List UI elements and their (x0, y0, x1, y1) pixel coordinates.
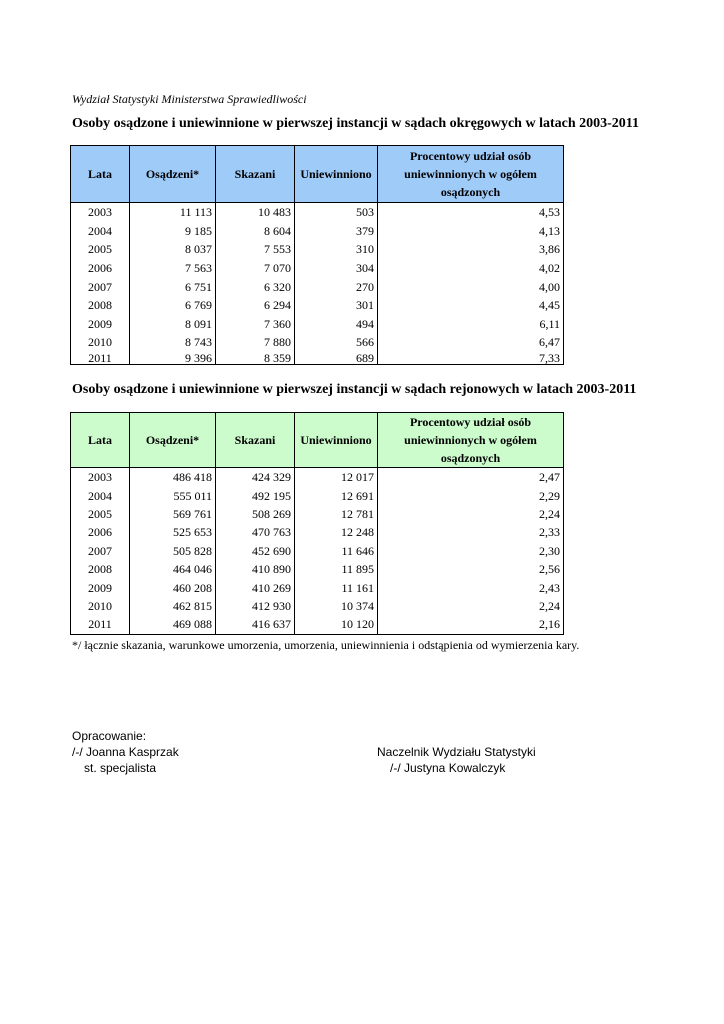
cell-skazani: 412 930 (216, 597, 295, 615)
cell-uniewinniono: 11 646 (295, 542, 378, 560)
table-row (71, 523, 564, 541)
cell-skazani: 410 269 (216, 578, 295, 596)
cell-year: 2011 (71, 352, 130, 365)
cell-osadzeni: 8 037 (130, 240, 216, 259)
col-header-udzial-line1: Procentowy udział osób (409, 415, 532, 429)
cell-year: 2003 (71, 468, 130, 487)
cell-udzial: 2,43 (378, 578, 564, 596)
cell-skazani: 410 890 (216, 560, 295, 578)
col-header-uniewinniono: Uniewinniono (295, 146, 378, 203)
col-header-udzial-line3: osądzonych (440, 451, 501, 465)
cell-skazani: 7 880 (216, 333, 295, 352)
footnote: */ łącznie skazania, warunkowe umorzenia, umorzenia, uniewinnienia i odstąpienia od wymierzenia kary. (72, 638, 580, 652)
table-row (71, 240, 564, 259)
cell-skazani: 6 320 (216, 277, 295, 296)
col-header-skazani: Skazani (216, 413, 295, 468)
cell-osadzeni: 555 011 (130, 486, 216, 504)
cell-skazani: 424 329 (216, 468, 295, 487)
cell-osadzeni: 9 396 (130, 352, 216, 365)
table-row (71, 468, 564, 487)
cell-osadzeni: 8 743 (130, 333, 216, 352)
cell-year: 2006 (71, 523, 130, 541)
cell-year: 2005 (71, 505, 130, 523)
cell-osadzeni: 6 751 (130, 277, 216, 296)
prepared-label: Opracowanie: (72, 729, 147, 743)
cell-skazani: 508 269 (216, 505, 295, 523)
col-header-osadzeni: Osądzeni* (130, 413, 216, 468)
cell-udzial: 4,13 (378, 222, 564, 241)
table-row (71, 296, 564, 315)
col-header-udzial (378, 146, 564, 203)
cell-uniewinniono: 503 (295, 203, 378, 222)
cell-udzial: 6,47 (378, 333, 564, 352)
cell-udzial: 4,45 (378, 296, 564, 315)
col-header-udzial-line2: uniewinnionych w ogółem (404, 433, 537, 447)
cell-osadzeni: 469 088 (130, 615, 216, 634)
cell-uniewinniono: 270 (295, 277, 378, 296)
cell-uniewinniono: 11 161 (295, 578, 378, 596)
cell-osadzeni: 11 113 (130, 203, 216, 222)
cell-osadzeni: 462 815 (130, 597, 216, 615)
cell-osadzeni: 6 769 (130, 296, 216, 315)
col-header-lata: Lata (71, 413, 130, 468)
cell-uniewinniono: 566 (295, 333, 378, 352)
cell-year: 2010 (71, 597, 130, 615)
table-row (71, 578, 564, 596)
cell-osadzeni: 460 208 (130, 578, 216, 596)
cell-skazani: 470 763 (216, 523, 295, 541)
table-row (71, 597, 564, 615)
cell-skazani: 452 690 (216, 542, 295, 560)
cell-year: 2008 (71, 296, 130, 315)
cell-skazani: 492 195 (216, 486, 295, 504)
cell-uniewinniono: 12 017 (295, 468, 378, 487)
cell-year: 2004 (71, 222, 130, 241)
cell-uniewinniono: 689 (295, 352, 378, 365)
cell-uniewinniono: 10 374 (295, 597, 378, 615)
table-row (71, 352, 564, 365)
cell-udzial: 4,00 (378, 277, 564, 296)
table-row (71, 277, 564, 296)
cell-uniewinniono: 304 (295, 259, 378, 278)
cell-skazani: 7 360 (216, 315, 295, 334)
cell-uniewinniono: 379 (295, 222, 378, 241)
cell-year: 2004 (71, 486, 130, 504)
cell-udzial: 2,33 (378, 523, 564, 541)
cell-udzial: 2,47 (378, 468, 564, 487)
regional-courts-table (70, 412, 564, 635)
cell-uniewinniono: 310 (295, 240, 378, 259)
cell-year: 2010 (71, 333, 130, 352)
cell-skazani: 7 070 (216, 259, 295, 278)
cell-osadzeni: 464 046 (130, 560, 216, 578)
cell-osadzeni: 8 091 (130, 315, 216, 334)
table-row (71, 203, 564, 222)
cell-udzial: 7,33 (378, 352, 564, 365)
table2-title: Osoby osądzone i uniewinnione w pierwszej instancji w sądach rejonowych w latach 2003-2011 (72, 382, 637, 397)
cell-year: 2006 (71, 259, 130, 278)
table-row (71, 560, 564, 578)
table-row (71, 222, 564, 241)
table-row (71, 486, 564, 504)
table-row (71, 315, 564, 334)
cell-udzial: 2,56 (378, 560, 564, 578)
cell-udzial: 3,86 (378, 240, 564, 259)
cell-udzial: 6,11 (378, 315, 564, 334)
prepared-name: /-/ Joanna Kasprzak (72, 745, 179, 759)
cell-uniewinniono: 12 248 (295, 523, 378, 541)
cell-skazani: 6 294 (216, 296, 295, 315)
cell-skazani: 8 359 (216, 352, 295, 365)
col-header-udzial-line3: osądzonych (440, 185, 501, 199)
department-name: Wydział Statystyki Ministerstwa Sprawiedliwości (72, 92, 307, 106)
cell-udzial: 2,30 (378, 542, 564, 560)
table-row (71, 505, 564, 523)
cell-udzial: 2,24 (378, 597, 564, 615)
cell-uniewinniono: 301 (295, 296, 378, 315)
cell-osadzeni: 505 828 (130, 542, 216, 560)
cell-osadzeni: 9 185 (130, 222, 216, 241)
cell-year: 2007 (71, 542, 130, 560)
table-row (71, 542, 564, 560)
table-row (71, 333, 564, 352)
cell-year: 2009 (71, 315, 130, 334)
cell-uniewinniono: 10 120 (295, 615, 378, 634)
table-header-row (71, 413, 564, 468)
cell-year: 2009 (71, 578, 130, 596)
cell-year: 2005 (71, 240, 130, 259)
head-title: Naczelnik Wydziału Statystyki (377, 745, 536, 759)
cell-uniewinniono: 494 (295, 315, 378, 334)
table1-title: Osoby osądzone i uniewinnione w pierwszej instancji w sądach okręgowych w latach 2003-2011 (72, 116, 640, 131)
cell-udzial: 2,24 (378, 505, 564, 523)
table-header-row (71, 146, 564, 203)
cell-osadzeni: 569 761 (130, 505, 216, 523)
head-name: /-/ Justyna Kowalczyk (390, 761, 506, 775)
cell-osadzeni: 525 653 (130, 523, 216, 541)
col-header-lata: Lata (71, 146, 130, 203)
col-header-osadzeni: Osądzeni* (130, 146, 216, 203)
col-header-skazani: Skazani (216, 146, 295, 203)
cell-skazani: 10 483 (216, 203, 295, 222)
cell-skazani: 416 637 (216, 615, 295, 634)
district-courts-table (70, 145, 564, 365)
cell-skazani: 8 604 (216, 222, 295, 241)
col-header-udzial-line2: uniewinnionych w ogółem (404, 167, 537, 181)
table-row (71, 259, 564, 278)
cell-year: 2011 (71, 615, 130, 634)
cell-uniewinniono: 12 691 (295, 486, 378, 504)
col-header-udzial-line1: Procentowy udział osób (409, 149, 532, 163)
col-header-uniewinniono: Uniewinniono (295, 413, 378, 468)
cell-udzial: 4,02 (378, 259, 564, 278)
cell-osadzeni: 7 563 (130, 259, 216, 278)
cell-osadzeni: 486 418 (130, 468, 216, 487)
cell-uniewinniono: 11 895 (295, 560, 378, 578)
cell-udzial: 4,53 (378, 203, 564, 222)
col-header-udzial (378, 413, 564, 468)
cell-year: 2003 (71, 203, 130, 222)
prepared-role: st. specjalista (84, 761, 157, 775)
cell-udzial: 2,29 (378, 486, 564, 504)
table-row (71, 615, 564, 634)
cell-skazani: 7 553 (216, 240, 295, 259)
cell-year: 2008 (71, 560, 130, 578)
cell-udzial: 2,16 (378, 615, 564, 634)
cell-year: 2007 (71, 277, 130, 296)
cell-uniewinniono: 12 781 (295, 505, 378, 523)
